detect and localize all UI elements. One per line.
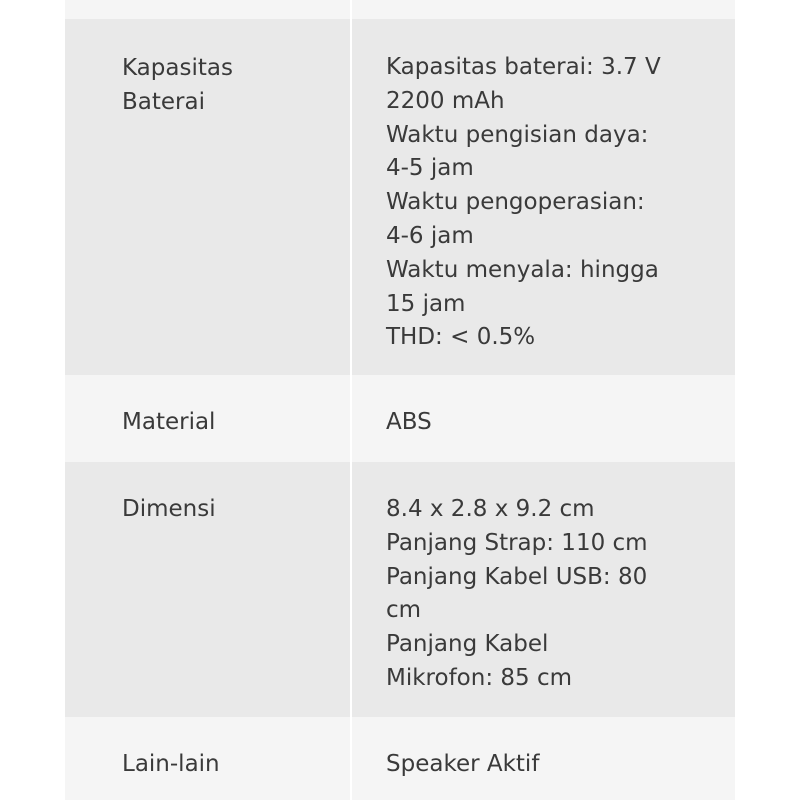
spec-table: [65, 0, 735, 800]
spec-value-dimension: [386, 493, 706, 696]
spec-label-line: Dimensi: [122, 496, 216, 522]
spec-value-line: 8.4 x 2.8 x 9.2 cm: [386, 496, 595, 522]
spec-row-material: [65, 375, 735, 462]
spec-label-line: Material: [122, 409, 216, 435]
spec-row-dimension: [65, 462, 735, 717]
spec-value-other: [386, 748, 706, 782]
spec-value-material: [386, 406, 706, 440]
spec-value-line: 2200 mAh: [386, 87, 505, 114]
spec-label-line: Baterai: [122, 88, 205, 115]
spec-value-line: ABS: [386, 409, 432, 435]
spec-value-line: Mikrofon: 85 cm: [386, 664, 573, 691]
spec-value-line: 4-6 jam: [386, 222, 474, 249]
spec-value-line: THD: < 0.5%: [386, 324, 536, 351]
spec-label-line: Kapasitas: [122, 55, 233, 81]
column-divider: [350, 462, 352, 717]
spec-value-line: Waktu pengisian daya:: [386, 121, 649, 148]
column-divider: [350, 717, 352, 800]
spec-value-line: 4-5 jam: [386, 155, 474, 182]
spec-label-other: [122, 748, 322, 782]
spec-value-line: 15 jam: [386, 290, 466, 317]
spec-value-line: Waktu menyala: hingga: [386, 256, 659, 283]
spec-row-other: [65, 717, 735, 800]
spec-label-battery: [122, 52, 322, 119]
spec-value-line: cm: [386, 597, 422, 624]
spec-label-line: Lain-lain: [122, 751, 220, 777]
spec-row-battery: [65, 19, 735, 375]
column-divider: [350, 19, 352, 375]
spec-value-line: Speaker Aktif: [386, 751, 540, 777]
spec-value-line: Panjang Strap: 110 cm: [386, 529, 648, 556]
spec-label-dimension: [122, 493, 322, 527]
column-divider: [350, 0, 352, 19]
spec-value-battery: [386, 51, 706, 355]
spec-value-line: Panjang Kabel USB: 80: [386, 563, 648, 590]
column-divider: [350, 375, 352, 462]
spec-value-line: Waktu pengoperasian:: [386, 189, 645, 216]
spec-value-line: Panjang Kabel: [386, 631, 549, 658]
spec-value-line: Kapasitas baterai: 3.7 V: [386, 54, 661, 80]
spec-row-top-partial: [65, 0, 735, 19]
spec-label-material: [122, 406, 322, 440]
